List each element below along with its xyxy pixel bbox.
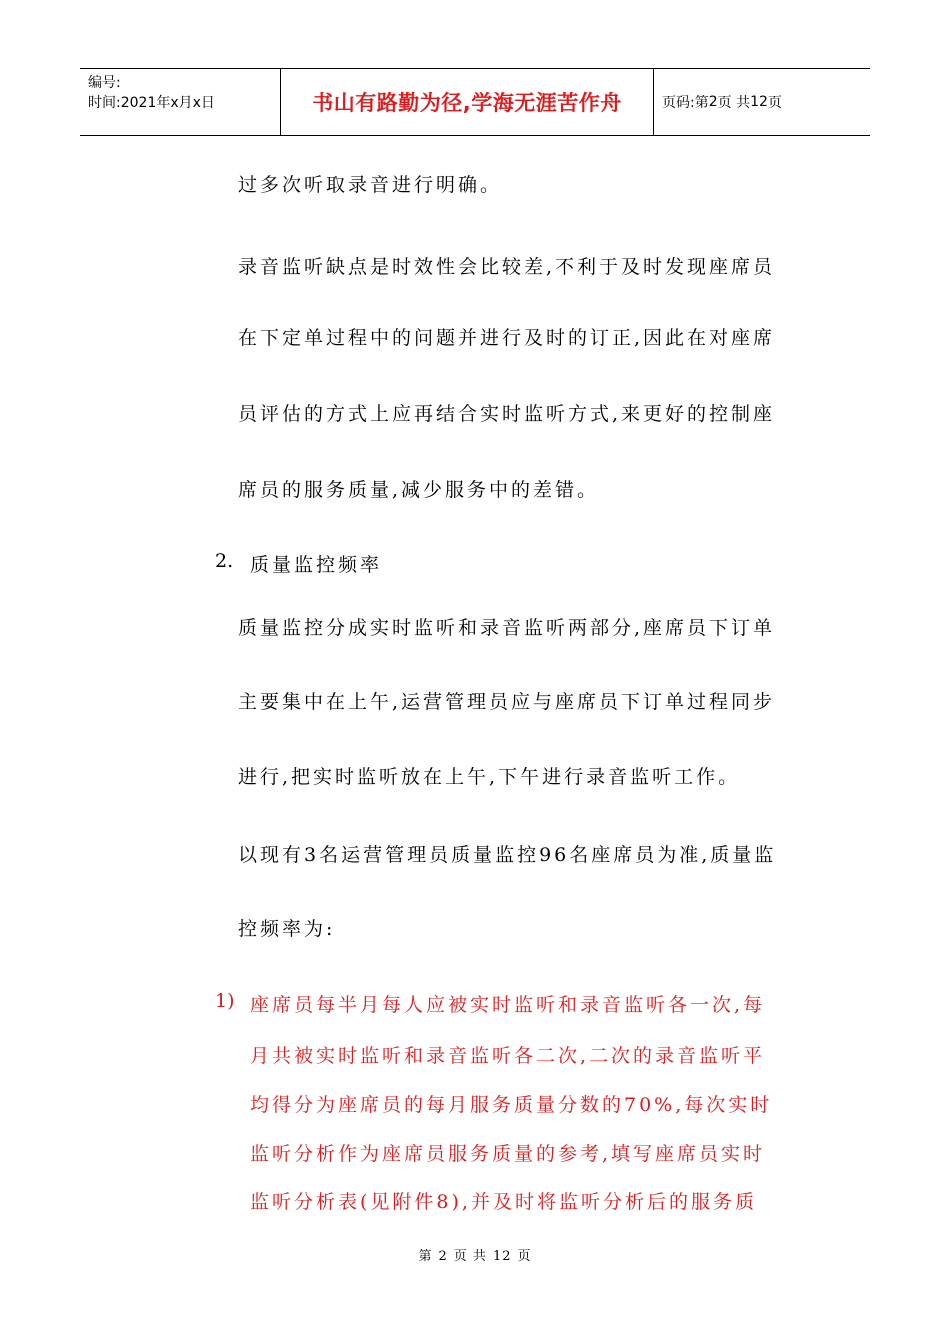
paragraph-line: 主要集中在上午,运营管理员应与座席员下订单过程同步 <box>238 691 776 713</box>
list-item-line: 均得分为座席员的每月服务质量分数的70%,每次实时 <box>250 1094 773 1116</box>
footer-current-page: 2 <box>438 1249 448 1264</box>
paragraph-line: 进行,把实时监听放在上午,下午进行录音监听工作。 <box>238 766 741 788</box>
paragraph-line: 质量监控分成实时监听和录音监听两部分,座席员下订单 <box>238 617 776 639</box>
header-page-prefix: 页码:第 <box>662 95 709 111</box>
page-header <box>80 68 870 136</box>
section-title: 质量监控频率 <box>250 554 383 576</box>
header-page-current: 2 <box>708 94 718 110</box>
section-number: 2. <box>215 550 234 572</box>
footer-suffix: 页 <box>517 1249 532 1264</box>
paragraph-line: 过多次听取录音进行明确。 <box>238 174 503 196</box>
paragraph-line: 在下定单过程中的问题并进行及时的订正,因此在对座席 <box>238 327 776 349</box>
list-item-line: 监听分析表(见附件8),并及时将监听分析后的服务质 <box>250 1191 757 1213</box>
list-item-number: 1) <box>215 990 235 1012</box>
header-time-label: 时间:2021年x月x日 <box>88 95 215 111</box>
header-page-code <box>654 69 870 135</box>
header-page-mid: 页 共 <box>717 95 751 111</box>
header-motto: 书山有路勤为径,学海无涯苦作舟 <box>281 69 654 135</box>
header-page-suffix: 页 <box>767 95 782 111</box>
header-page-total: 12 <box>750 94 768 110</box>
footer-prefix: 第 <box>418 1249 433 1264</box>
paragraph-line: 员评估的方式上应再结合实时监听方式,来更好的控制座 <box>238 403 776 425</box>
header-meta <box>80 69 281 135</box>
footer-total-pages: 12 <box>492 1249 512 1264</box>
paragraph-line: 以现有3名运营管理员质量监控96名座席员为准,质量监 <box>238 844 777 866</box>
list-item-line: 监听分析作为座席员服务质量的参考,填写座席员实时 <box>250 1143 766 1165</box>
page-footer <box>0 1245 950 1264</box>
header-number-label: 编号: <box>88 75 121 91</box>
footer-mid: 页 共 <box>453 1249 487 1264</box>
list-item-line: 月共被实时监听和录音监听各二次,二次的录音监听平 <box>250 1045 766 1067</box>
paragraph-line: 录音监听缺点是时效性会比较差,不利于及时发现座席员 <box>238 256 776 278</box>
list-item-line: 座席员每半月每人应被实时监听和录音监听各一次,每 <box>250 994 766 1016</box>
paragraph-line: 席员的服务质量,减少服务中的差错。 <box>238 479 600 501</box>
paragraph-line: 控频率为: <box>238 918 336 940</box>
